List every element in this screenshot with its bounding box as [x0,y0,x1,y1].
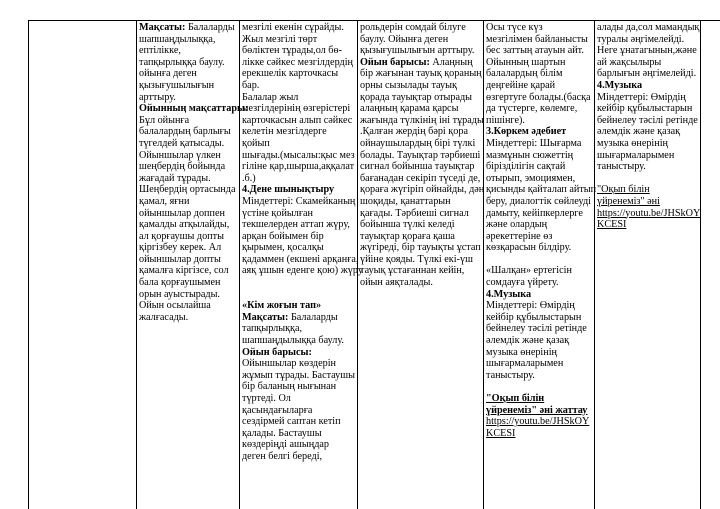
heading-text: "Оқып білін [486,393,545,404]
text-line: бейнелеу тәсілі ретінде [486,323,587,335]
text-line: ойыншылар доппен [139,207,225,219]
heading-text: Ойын барысы: [242,346,312,358]
text-line: деңгейіне қарай [486,79,556,91]
heading-text: 4.Музыка [486,288,532,300]
text-line: көздеріңді ашыңдар [242,439,329,451]
text-line: таныстыру. [486,369,535,381]
youtube-link[interactable]: KCESI [597,219,627,231]
text-line: сомдауға үйрету. [486,277,559,289]
text-line: бейнелеу тәсілі ретінде [597,114,698,126]
text-line: мазмұнын сюжеттің [486,149,574,161]
text-line: Осы түсе күз [486,22,543,33]
text-line: Жыл мезгілі төрт [242,33,318,45]
text-line: шығармаларымен [597,149,675,161]
text-line: қіргізбеу керек. Ал [139,242,222,254]
heading-text: 3.Көркем әдебиет [486,126,567,138]
text-line: арқан бойымен бір [242,230,324,242]
text-line: пішінге). [486,114,525,126]
heading-text: «Кім жоғын тап» [242,300,322,312]
text-line: ойынға деген [139,68,197,80]
text-line: сездірмей саптан кетіп [242,416,341,428]
text-line: келетін мезгілдерге [242,126,327,138]
text-line: музыка өнерінің [597,137,668,149]
text-line: орны сызылады тауық [360,79,457,91]
text-line: Неге ұнатагынын,және [597,45,697,57]
table-border-6 [700,20,701,509]
text-line: бір баланың нығынан [242,381,337,393]
text-line: мезгілдерінің өзгерістері [242,103,351,115]
text-line: ерекшелік карточкасы [242,68,339,80]
text-line: Бұл ойынға [139,114,190,126]
text-line: рольдерін сомдай білуге [360,22,466,33]
text-line: алаңның қарама қарсы [360,103,459,115]
text-line: туралы әңгімелейді. [597,33,685,45]
text-line: .б.) [242,172,256,184]
text-line: қораға жүгіріп ойнайды, дән [360,184,485,196]
table-cell-goals [139,22,249,323]
text-line: қамал, яғни [139,195,190,207]
table-cell-literature [486,22,597,439]
text-line: жұмып тұрады. Бастаушы [242,369,355,381]
text-line: әлемдік және қазақ [486,335,570,347]
heading-text: 4.Дене шынықтыру [242,184,335,196]
text-line: шапшаңдылыққа баулу. [242,335,344,347]
text-line: Міндеттері: Скамейканың [242,195,356,207]
text-line: ай жақсылыры [597,56,662,68]
text-line: қойып [242,137,270,149]
text-line: бағанадан секіріп түседі де, [360,172,481,184]
text-line: Міндеттері: Шығарма [486,137,582,149]
text-line: карточкасын алып сәйкес [242,114,353,126]
table-border-1 [136,20,137,509]
text-line: болады. Тауықтар тәрбиеші [360,149,481,161]
text-line: жалғасады. [139,311,189,323]
text-line: музыка өнерінің [486,346,557,358]
text-line: түгелдей қатысады. [139,137,225,149]
text-line: да түстерге, көлемге, [486,103,578,115]
table-cell-music [597,22,701,231]
text-line: бойынша түлкі келеді [360,219,455,231]
text-line: шоқиды, қанаттарын [360,195,451,207]
text-line: және олардың [486,219,548,231]
table-top-border [28,20,720,21]
text-line: Ойыншылар үлкен [139,149,221,161]
text-line: Міндеттері: Өмірдің [597,91,686,103]
text-line: ойнаушылардың бірі түлкі [360,137,476,149]
table-border-2 [239,20,240,509]
text-line: баулу. Ойынға деген [360,33,449,45]
text-line: қасындағыларға [242,404,313,416]
heading-text: үйренеміз" әні жаттау [486,404,588,416]
text-line: барлығын әңгімелейді. [597,68,697,80]
text-line: түртеді. Ол [242,393,291,404]
text-line: қызығушылығын [139,79,215,91]
table-border-left [28,20,29,509]
text-line: алады да,сол мамандық [597,22,700,33]
text-line: бірізділігін сақтай [486,161,566,173]
text-line: Міндеттері: Өмірдің [486,300,575,312]
text-line: тапқырлыққа, [242,323,303,335]
text-line: ойыншылар допты [139,253,221,265]
text-line: отырып, эмоциямен, [486,172,576,184]
text-line: көзқарасын білдіру. [486,242,572,254]
text-line: шеңбердің бойында [139,161,226,173]
text-line: бар. [242,79,260,91]
text-line: қалады. Бастаушы [242,427,322,439]
text-line [242,277,355,289]
text-line: қызығушылығын арттыру. [360,45,475,57]
text-line: "Оқып білін [597,184,650,196]
text-line: аяқ ұшын еденге қою) жүру [242,265,363,277]
text-line: арттыру. [139,91,176,103]
table-cell-game [360,22,485,289]
text-line: Ойынның шартын [486,56,566,68]
text-line: .Қалған жердің бәрі қора [360,126,468,138]
text-line: шығады.(мысалы:қыс мез [242,149,355,161]
table-cell-seasons [242,22,363,463]
text-line: шығармаларымен [486,358,564,370]
table-border-5 [594,20,595,509]
text-line: өзгертуге болады.(басқа [486,91,591,103]
heading-text: Мақсаты: Балаларды [139,22,235,33]
text-line: ал қорғаушы допты [139,230,224,242]
text-line: тауықтар қораға қаша [360,230,455,242]
text-line: Ойыншылар көздерін [242,358,337,370]
text-line [486,254,592,266]
table-border-4 [483,20,484,509]
text-line: қырымен, қосалқы [242,242,324,254]
text-line [486,381,592,393]
text-line: жағында түлкінің іні тұрады [360,114,484,126]
text-line: қорада тауықтар отырады [360,91,473,103]
text-line: бес заттың атауын айт. [486,45,584,57]
text-line: кейбір құбылыстарын [486,311,582,323]
heading-text: Ойын барысы: Алаңның [360,56,473,68]
text-line: ойын аяқталады. [360,277,433,289]
text-line: әлемдік және қазақ [597,126,681,138]
heading-text: 4.Музыка [597,79,643,91]
text-line: қадаммен (екшені арқанға, [242,253,359,265]
youtube-link[interactable]: https://youtu.be/JHSkOY [486,416,590,428]
heading-text: Мақсаты: Балаларды [242,311,338,323]
text-line: беру, диалогтік сөйлеуді [486,195,591,207]
text-line: ептілікке, [139,45,181,57]
text-line: мезгілімен байланысты [486,33,588,45]
text-line: әрекеттеріне өз [486,230,553,242]
text-line: қисынды қайталап айтып [486,184,597,196]
text-line [242,289,355,301]
text-line: Шеңбердің ортасында [139,184,236,196]
text-line [597,173,698,185]
text-line: лікке сәйкес мезгілдердің [242,56,354,68]
text-line: кейбір құбылыстарын [597,103,693,115]
text-line: бір жағынан тауық қораның [360,68,482,80]
text-line: шапшаңдылыққа, [139,33,216,45]
text-line: «Шалқан» ертегісін [486,265,572,277]
text-line: үйіне қояды. Түлкі екі-үш [360,253,473,265]
youtube-link[interactable]: https://youtu.be/JHSkOY [597,207,701,219]
text-line: бала қорғаушымен [139,277,221,289]
text-line: балалардың барлығы [139,126,231,138]
text-line: дамыту, кейіпкерлерге [486,207,583,219]
text-line: Ойын осылайша [139,300,211,312]
text-line: Балалар жыл [242,91,299,103]
text-line: сигнал бойынша тауықтар [360,161,475,173]
text-line: деген белгі береді, [242,450,323,462]
text-line: тауық ұстағаннан кейін, [360,265,465,277]
text-line: бөліктен тұрады,ол бө- [242,45,342,57]
text-line: орын ауыстырады. [139,288,220,300]
text-line: жағадай тұрады. [139,172,211,184]
youtube-link[interactable]: KCESI [486,427,516,439]
text-line: қамалды атқылайды, [139,219,230,231]
text-line: тапқырлыққа баулу. [139,56,225,68]
text-line: текшелерден аттап жүру, [242,219,350,231]
text-line: гіліне қар,шырша,аққалат [242,161,355,173]
text-line: қағады. Тәрбиеші сигнал [360,207,469,219]
heading-text: Ойынның мақсаттары: [139,103,249,115]
text-line: қамалға кіргізсе, сол [139,265,229,277]
text-line: жүгіреді, бір тауықты ұстап [360,242,481,254]
text-line: мезгілі екенін сұрайды. [242,22,344,33]
text-line: балалардың білім [486,68,563,80]
text-line: үстіне қойылған [242,207,313,219]
text-line: таныстыру. [597,161,646,173]
text-line: үйренеміз" әні [597,195,660,207]
